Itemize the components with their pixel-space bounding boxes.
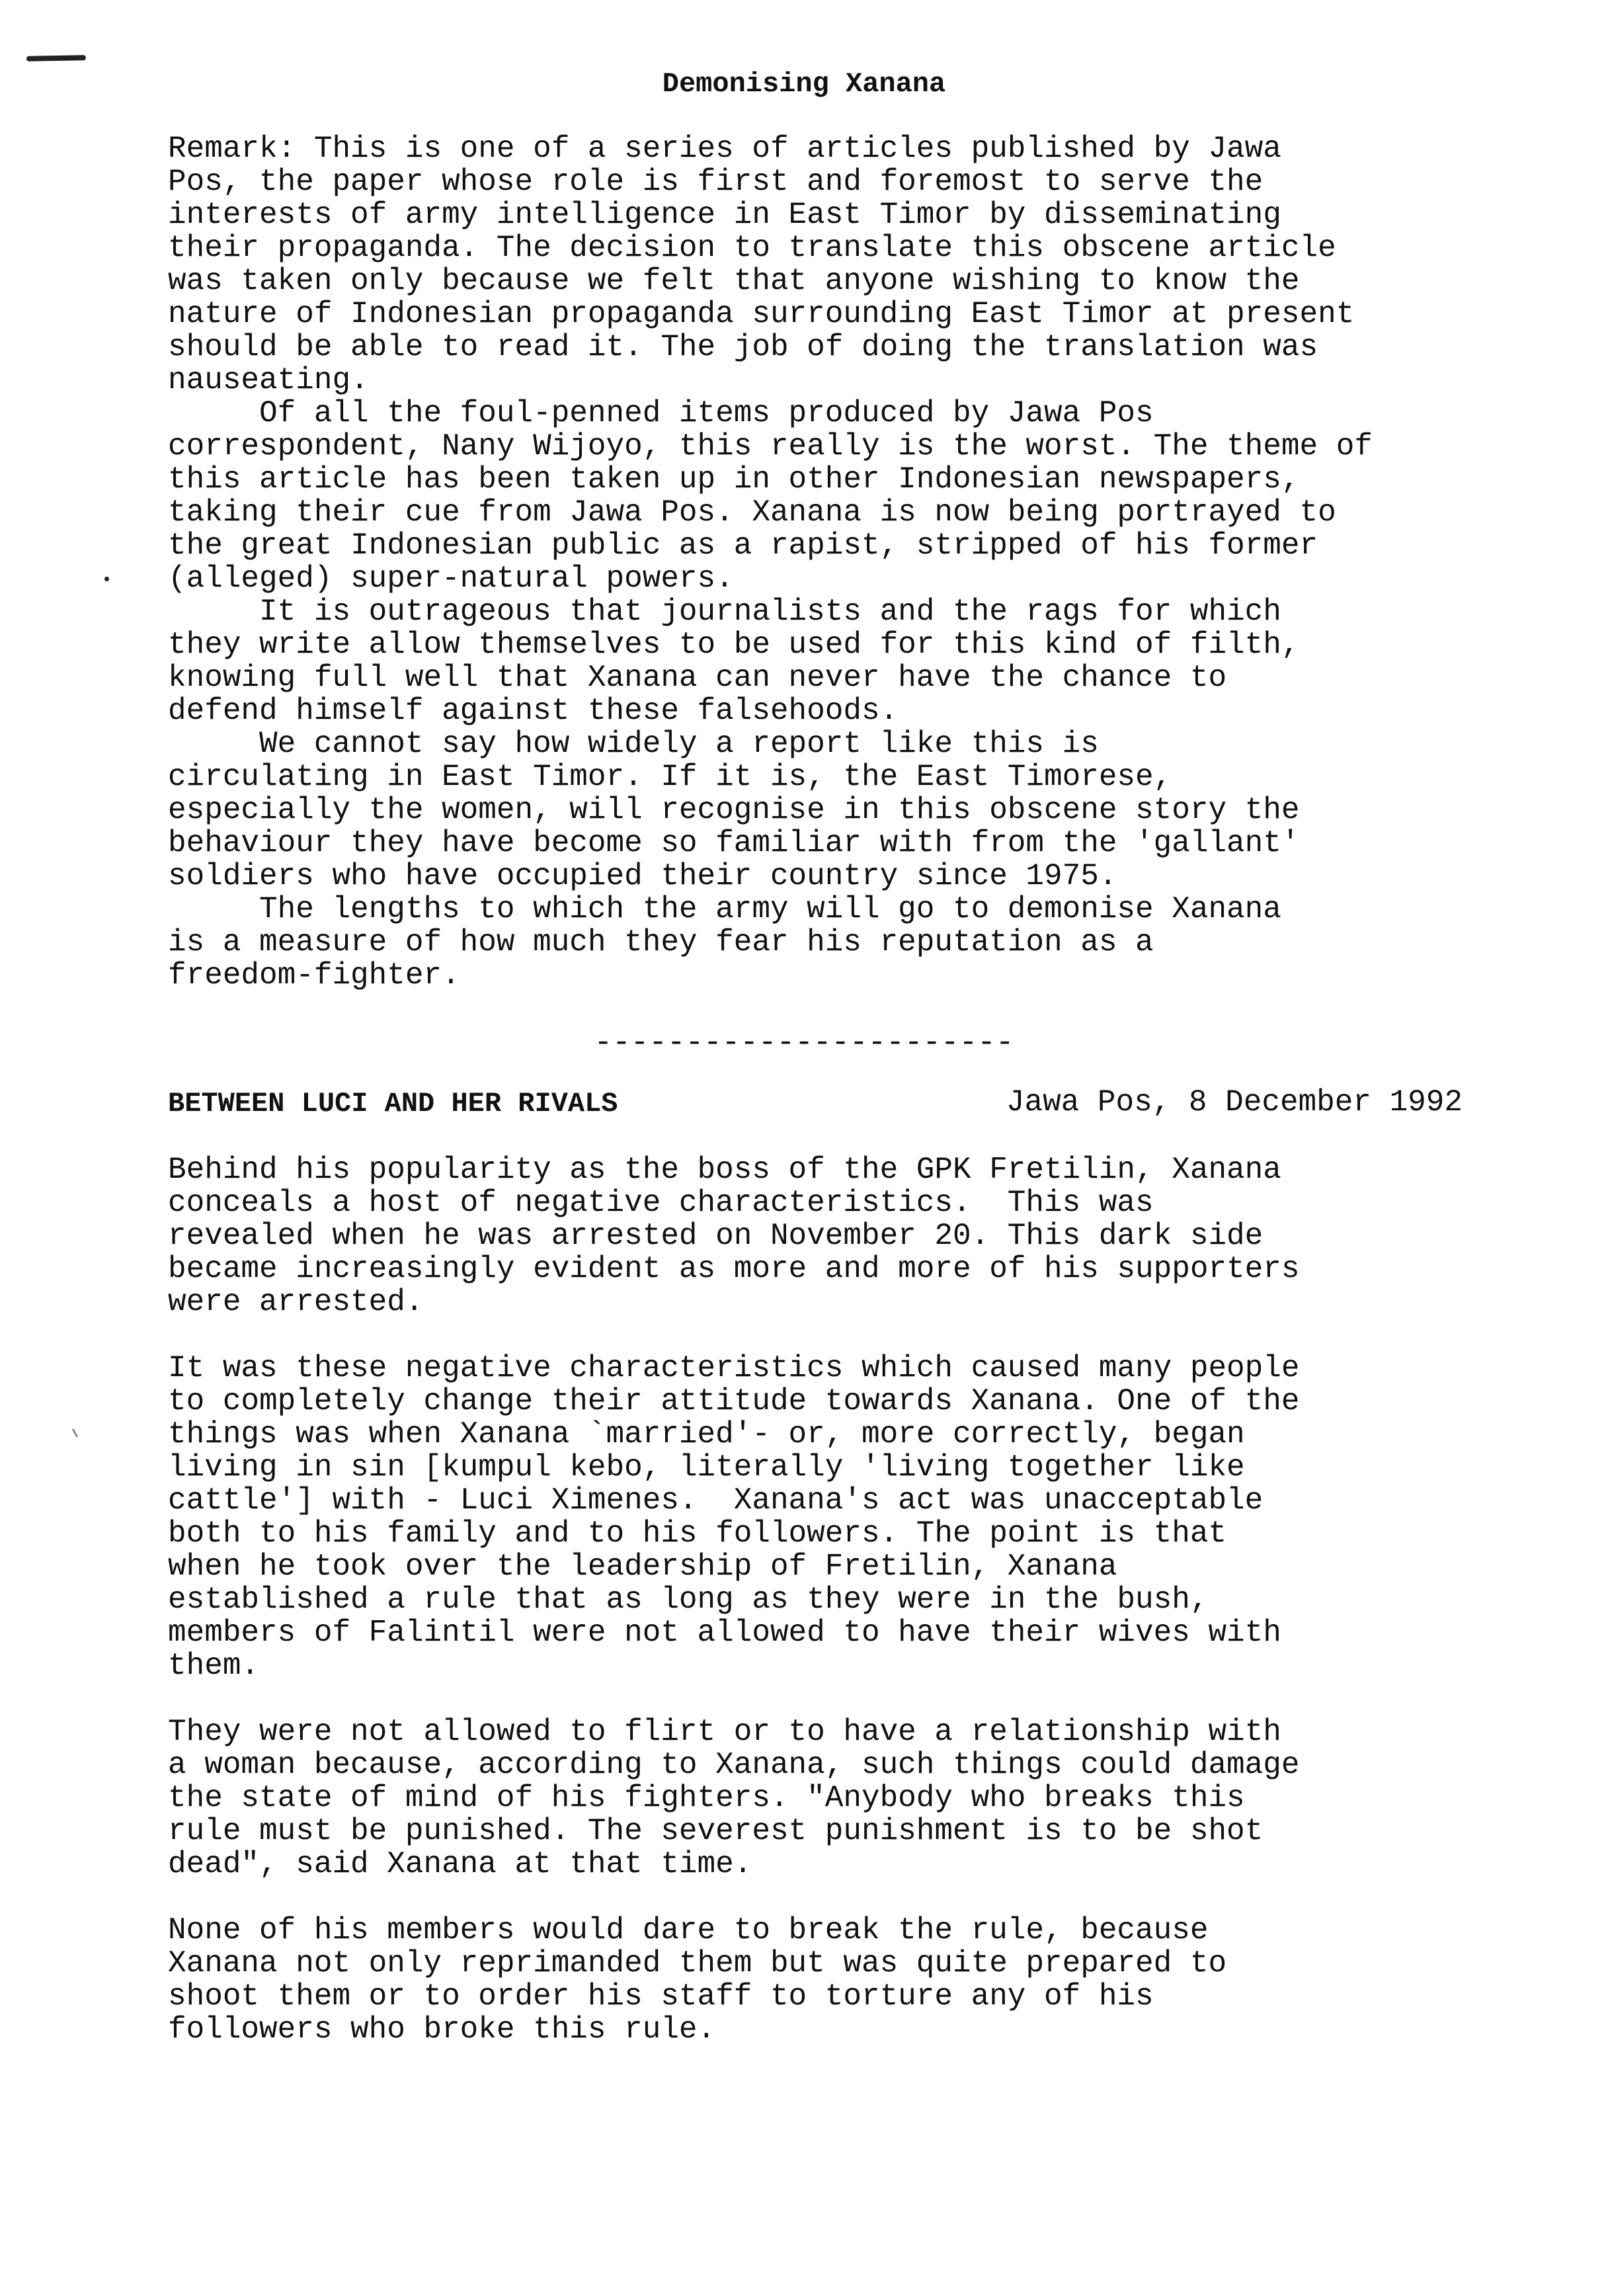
scan-speck [72,1428,79,1438]
text-line: It was these negative characteristics which caused many people [168,1351,1300,1385]
text-line: correspondent, Nany Wijoyo, this really is the worst. The theme of [168,429,1373,464]
document-title: Demonising Xanana [662,68,946,100]
text-line: nature of Indonesian propaganda surrounding East Timor at present [168,297,1355,331]
text-line: a woman because, according to Xanana, such things could damage [168,1748,1300,1782]
text-line: soldiers who have occupied their country since 1975. [168,859,1117,893]
text-line: this article has been taken up in other Indonesian newspapers, [168,462,1300,497]
text-line: conceals a host of negative characteristics. This was [168,1186,1154,1220]
text-line: knowing full well that Xanana can never have the chance to [168,661,1227,695]
text-line: to completely change their attitude towards Xanana. One of the [168,1384,1300,1418]
text-line: things was when Xanana `married'- or, more correctly, began [168,1417,1245,1452]
text-line: We cannot say how widely a report like this is [168,727,1099,761]
text-line: revealed when he was arrested on November 20. This dark side [168,1219,1264,1253]
text-line: The lengths to which the army will go to demonise Xanana [168,892,1281,926]
article-paragraph [168,1153,1490,1319]
text-line: freedom-fighter. [168,958,460,993]
text-line: them. [168,1649,260,1683]
text-line: interests of army intelligence in East Timor by disseminating [168,198,1281,232]
text-line: dead", said Xanana at that time. [168,1847,752,1881]
text-line: behaviour they have become so familiar with from the 'gallant' [168,826,1300,860]
text-line: shoot them or to order his staff to torture any of his [168,1979,1154,2014]
text-line: living in sin [kumpul kebo, literally 'living together like [168,1450,1245,1485]
text-line: especially the women, will recognise in this obscene story the [168,793,1300,827]
section-separator: ----------------------- [594,1026,1014,1060]
text-line: established a rule that as long as they were in the bush, [168,1582,1209,1617]
text-line: Behind his popularity as the boss of the GPK Fretilin, Xanana [168,1153,1281,1187]
text-line: defend himself against these falsehoods. [168,694,899,728]
text-line: Pos, the paper whose role is first and foremost to serve the [168,165,1264,199]
text-line: their propaganda. The decision to translate this obscene article [168,231,1336,265]
text-line: cattle'] with - Luci Ximenes. Xanana's act was unacceptable [168,1483,1264,1518]
text-line: Xanana not only reprimanded them but was quite prepared to [168,1946,1227,1981]
scan-mark [26,55,86,62]
text-line: nauseating. [168,363,369,397]
text-line: became increasingly evident as more and more of his supporters [168,1252,1300,1286]
text-line: was taken only because we felt that anyone wishing to know the [168,264,1300,298]
article-headline: BETWEEN LUCI AND HER RIVALS [168,1088,618,1120]
text-line: rule must be punished. The severest punishment is to be shot [168,1814,1264,1848]
article-dateline: Jawa Pos, 8 December 1992 [1006,1085,1463,1120]
text-line: circulating in East Timor. If it is, the East Timorese, [168,760,1172,794]
article-paragraph [168,1914,1490,2046]
text-line: taking their cue from Jawa Pos. Xanana is now being portrayed to [168,495,1336,530]
text-line: they write allow themselves to be used for this kind of filth, [168,628,1300,662]
text-line: Remark: This is one of a series of articles published by Jawa [168,132,1281,166]
article-paragraph [168,1352,1490,1682]
text-line: were arrested. [168,1285,424,1319]
translator-remark [168,132,1490,992]
text-line: None of his members would dare to break the rule, because [168,1913,1209,1948]
text-line: followers who broke this rule. [168,2012,716,2047]
text-line: should be able to read it. The job of doing the translation was [168,330,1318,364]
article-paragraph [168,1715,1490,1881]
text-line: They were not allowed to flirt or to have a relationship with [168,1715,1281,1749]
text-line: both to his family and to his followers. The point is that [168,1516,1227,1551]
text-line: Of all the foul-penned items produced by Jawa Pos [168,396,1154,430]
text-line: members of Falintil were not allowed to have their wives with [168,1616,1281,1650]
scan-speck [104,577,109,581]
text-line: the state of mind of his fighters. "Anybody who breaks this [168,1781,1245,1815]
text-line: the great Indonesian public as a rapist, stripped of his former [168,528,1318,563]
text-line: is a measure of how much they fear his reputation as a [168,925,1154,960]
text-line: It is outrageous that journalists and the rags for which [168,594,1281,629]
text-line: (alleged) super-natural powers. [168,561,734,596]
text-line: when he took over the leadership of Fretilin, Xanana [168,1549,1117,1584]
